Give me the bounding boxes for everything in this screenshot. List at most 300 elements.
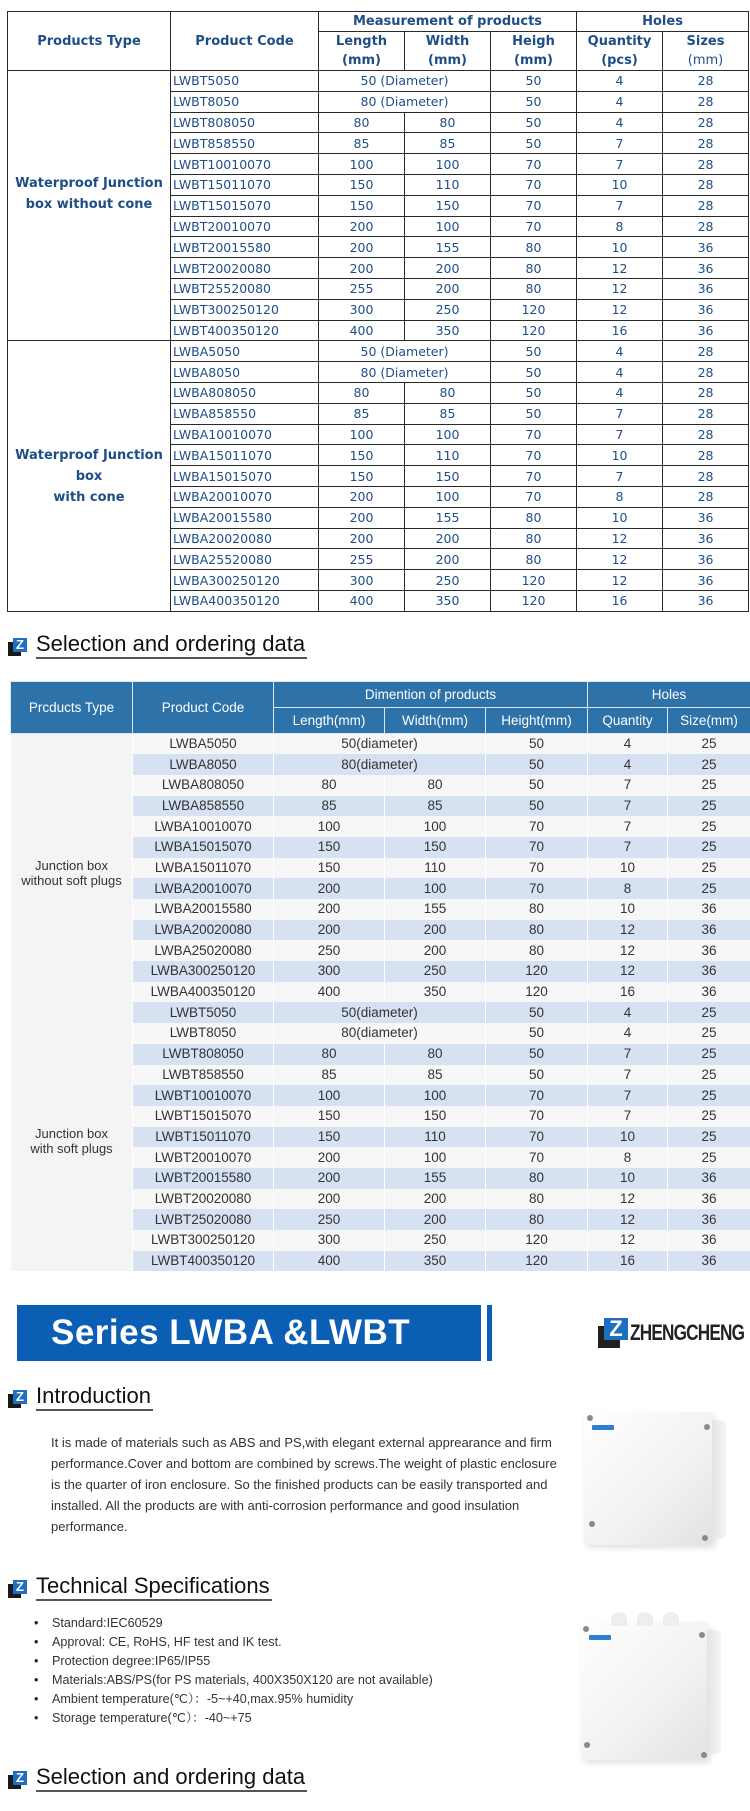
spec-item: • Ambient temperature(℃）：-5~+40,max.95% humidity — [34, 1690, 554, 1709]
width-cell: 110 — [385, 1127, 486, 1148]
width-cell: 250 — [405, 570, 491, 591]
header-length: Length (mm) — [319, 32, 405, 71]
height-cell: 80 — [486, 1209, 588, 1230]
quantity-cell: 7 — [577, 154, 663, 175]
quantity-cell: 7 — [588, 837, 668, 858]
product-code-cell: LWBT10010070 — [171, 154, 319, 175]
header-height: Height(mm) — [486, 708, 588, 734]
product-code-cell: LWBT400350120 — [133, 1251, 274, 1272]
width-cell: 80 — [385, 1044, 486, 1065]
size-cell: 25 — [668, 734, 750, 755]
header-quantity: Quantity — [588, 708, 668, 734]
size-cell: 28 — [663, 486, 749, 507]
size-cell: 25 — [668, 1147, 750, 1168]
product-code-cell: LWBT808050 — [171, 112, 319, 133]
brand-label-icon — [592, 1425, 614, 1430]
quantity-cell: 4 — [588, 754, 668, 775]
product-code-cell: LWBT400350120 — [171, 320, 319, 341]
length-cell: 400 — [319, 320, 405, 341]
product-code-cell: LWBA808050 — [171, 382, 319, 403]
width-cell: 250 — [405, 299, 491, 320]
width-cell: 80 — [405, 112, 491, 133]
header-size: Size(mm) — [668, 708, 750, 734]
size-cell: 28 — [663, 174, 749, 195]
quantity-cell: 7 — [577, 424, 663, 445]
diameter-cell: 80(diameter) — [274, 754, 486, 775]
width-cell: 200 — [405, 258, 491, 279]
quantity-cell: 10 — [588, 899, 668, 920]
width-cell: 200 — [385, 1189, 486, 1210]
product-code-cell: LWBA300250120 — [171, 570, 319, 591]
width-cell: 85 — [405, 133, 491, 154]
width-cell: 200 — [385, 1209, 486, 1230]
product-code-cell: LWBA15011070 — [133, 858, 274, 879]
length-cell: 85 — [274, 1065, 385, 1086]
diameter-cell: 80 (Diameter) — [319, 91, 491, 112]
quantity-cell: 8 — [577, 216, 663, 237]
product-type-cell — [8, 341, 171, 611]
quantity-cell: 10 — [577, 507, 663, 528]
length-cell: 150 — [319, 466, 405, 487]
size-cell: 25 — [668, 754, 750, 775]
size-cell: 25 — [668, 1085, 750, 1106]
quantity-cell: 7 — [577, 133, 663, 154]
section-title: Technical Specifications — [36, 1573, 272, 1601]
quantity-cell: 12 — [588, 1230, 668, 1251]
product-code-cell: LWBA20010070 — [133, 878, 274, 899]
product-code-cell: LWBT5050 — [133, 1002, 274, 1023]
quantity-cell: 16 — [588, 1251, 668, 1272]
quantity-cell: 7 — [588, 1044, 668, 1065]
product-code-cell: LWBA20020080 — [171, 528, 319, 549]
length-cell: 85 — [274, 796, 385, 817]
size-cell: 28 — [663, 362, 749, 383]
size-cell: 25 — [668, 775, 750, 796]
size-cell: 25 — [668, 796, 750, 817]
height-cell: 80 — [486, 920, 588, 941]
size-cell: 36 — [663, 570, 749, 591]
height-cell: 120 — [486, 1230, 588, 1251]
width-cell: 110 — [385, 858, 486, 879]
product-code-cell: LWBT858550 — [133, 1065, 274, 1086]
length-cell: 200 — [319, 507, 405, 528]
quantity-cell: 10 — [588, 858, 668, 879]
length-cell: 200 — [274, 878, 385, 899]
length-cell: 200 — [319, 528, 405, 549]
length-cell: 400 — [274, 982, 385, 1003]
product-code-cell: LWBT15011070 — [133, 1127, 274, 1148]
quantity-cell: 8 — [588, 1147, 668, 1168]
quantity-cell: 10 — [588, 1168, 668, 1189]
quantity-cell: 12 — [588, 920, 668, 941]
length-cell: 80 — [319, 112, 405, 133]
width-cell: 200 — [405, 528, 491, 549]
header-quantity: Quantity (pcs) — [577, 32, 663, 71]
height-cell: 120 — [486, 1251, 588, 1272]
size-cell: 36 — [663, 278, 749, 299]
height-cell: 80 — [491, 528, 577, 549]
product-type-label: Junction box — [35, 1126, 108, 1142]
product-code-cell: LWBA20015580 — [133, 899, 274, 920]
product-code-cell: LWBA10010070 — [171, 424, 319, 445]
size-cell: 36 — [663, 507, 749, 528]
diameter-cell: 50(diameter) — [274, 1002, 486, 1023]
size-cell: 25 — [668, 1023, 750, 1044]
length-cell: 150 — [274, 1106, 385, 1127]
width-cell: 200 — [385, 920, 486, 941]
header-products-type: Prcducts Type — [11, 682, 133, 734]
width-cell: 200 — [385, 940, 486, 961]
diameter-cell: 80 (Diameter) — [319, 362, 491, 383]
quantity-cell: 12 — [577, 570, 663, 591]
size-cell: 36 — [663, 237, 749, 258]
height-cell: 70 — [486, 1085, 588, 1106]
product-code-cell: LWBA858550 — [133, 796, 274, 817]
height-cell: 80 — [491, 278, 577, 299]
width-cell: 110 — [405, 174, 491, 195]
height-cell: 120 — [491, 590, 577, 611]
height-cell: 70 — [491, 424, 577, 445]
size-cell: 36 — [663, 528, 749, 549]
size-cell: 28 — [663, 112, 749, 133]
product-code-cell: LWBA858550 — [171, 403, 319, 424]
height-cell: 120 — [491, 570, 577, 591]
product-code-cell: LWBA10010070 — [133, 816, 274, 837]
length-cell: 250 — [274, 1209, 385, 1230]
quantity-cell: 12 — [577, 278, 663, 299]
product-code-cell: LWBT20010070 — [171, 216, 319, 237]
height-cell: 80 — [491, 237, 577, 258]
size-cell: 36 — [668, 899, 750, 920]
junction-box-image — [584, 1412, 714, 1545]
quantity-cell: 7 — [588, 1065, 668, 1086]
length-cell: 200 — [274, 899, 385, 920]
z-logo-icon: Z — [8, 1771, 28, 1789]
brand-name: ZHENGCHENG — [630, 1320, 745, 1345]
diameter-cell: 50 (Diameter) — [319, 71, 491, 92]
length-cell: 100 — [274, 816, 385, 837]
height-cell: 50 — [486, 796, 588, 817]
height-cell: 70 — [486, 837, 588, 858]
height-cell: 80 — [486, 899, 588, 920]
size-cell: 25 — [668, 858, 750, 879]
height-cell: 50 — [491, 112, 577, 133]
size-cell: 28 — [663, 91, 749, 112]
product-code-cell: LWBT20010070 — [133, 1147, 274, 1168]
quantity-cell: 12 — [588, 961, 668, 982]
size-cell: 28 — [663, 445, 749, 466]
height-cell: 70 — [486, 1106, 588, 1127]
size-cell: 36 — [668, 1251, 750, 1272]
product-code-cell: LWBA5050 — [133, 734, 274, 755]
z-logo-icon: Z — [8, 638, 28, 656]
quantity-cell: 7 — [577, 403, 663, 424]
product-code-cell: LWBT808050 — [133, 1044, 274, 1065]
size-cell: 28 — [663, 154, 749, 175]
section-title: Selection and ordering data — [36, 1764, 307, 1792]
height-cell: 50 — [486, 734, 588, 755]
quantity-cell: 16 — [577, 590, 663, 611]
product-type-cell — [11, 734, 133, 1003]
product-code-cell: LWBA15015070 — [133, 837, 274, 858]
spec-item: • Standard:IEC60529 — [34, 1614, 554, 1633]
quantity-cell: 10 — [577, 174, 663, 195]
product-code-cell: LWBT8050 — [133, 1023, 274, 1044]
series-banner: Series LWBA &LWBT — [17, 1305, 481, 1361]
quantity-cell: 12 — [588, 1189, 668, 1210]
width-cell: 155 — [385, 1168, 486, 1189]
height-cell: 50 — [486, 775, 588, 796]
size-cell: 36 — [668, 940, 750, 961]
height-cell: 70 — [486, 858, 588, 879]
length-cell: 80 — [319, 382, 405, 403]
length-cell: 400 — [319, 590, 405, 611]
header-width: Width (mm) — [405, 32, 491, 71]
size-cell: 36 — [663, 258, 749, 279]
specifications-list — [34, 1614, 554, 1728]
width-cell: 100 — [405, 216, 491, 237]
quantity-cell: 7 — [588, 1085, 668, 1106]
size-cell: 28 — [663, 382, 749, 403]
height-cell: 70 — [491, 445, 577, 466]
width-cell: 85 — [385, 796, 486, 817]
height-cell: 50 — [486, 1023, 588, 1044]
length-cell: 255 — [319, 278, 405, 299]
product-type-label: box without cone — [25, 197, 153, 212]
height-cell: 50 — [491, 341, 577, 362]
quantity-cell: 12 — [577, 549, 663, 570]
length-cell: 150 — [319, 174, 405, 195]
length-cell: 200 — [319, 258, 405, 279]
height-cell: 80 — [486, 1189, 588, 1210]
product-table-2 — [10, 681, 750, 1271]
size-cell: 36 — [663, 299, 749, 320]
quantity-cell: 7 — [588, 816, 668, 837]
size-cell: 25 — [668, 1044, 750, 1065]
size-cell: 36 — [668, 920, 750, 941]
width-cell: 80 — [405, 382, 491, 403]
product-code-cell: LWBA15015070 — [171, 466, 319, 487]
quantity-cell: 10 — [577, 445, 663, 466]
quantity-cell: 8 — [577, 486, 663, 507]
size-cell: 36 — [668, 1230, 750, 1251]
product-type-label: box — [75, 469, 103, 485]
product-code-cell: LWBT300250120 — [133, 1230, 274, 1251]
product-code-cell: LWBT8050 — [171, 91, 319, 112]
width-cell: 150 — [405, 195, 491, 216]
quantity-cell: 10 — [577, 237, 663, 258]
spec-item: • Materials:ABS/PS(for PS materials, 400X350X120 are not available) — [34, 1671, 554, 1690]
header-product-code: Product Code — [171, 12, 319, 71]
product-type-label: with cone — [53, 490, 125, 506]
size-cell: 28 — [663, 403, 749, 424]
height-cell: 120 — [486, 961, 588, 982]
length-cell: 250 — [274, 940, 385, 961]
product-code-cell: LWBT20020080 — [133, 1189, 274, 1210]
width-cell: 200 — [405, 549, 491, 570]
section-title: Selection and ordering data — [36, 631, 307, 659]
height-cell: 80 — [491, 549, 577, 570]
introduction-text: It is made of materials such as ABS and PS,with elegant external apprearance and firm performance.Cover and bottom are combined by screws.The weight of plastic enclosure is the quarter of iron enclosure. So the finished products can be easily transported and installed. All the products are with anti-corrosion performance and good insulation performance. — [51, 1435, 557, 1534]
width-cell: 350 — [405, 320, 491, 341]
header-sizes: Sizes (mm) — [663, 32, 749, 71]
product-code-cell: LWBT20015580 — [171, 237, 319, 258]
length-cell: 150 — [274, 858, 385, 879]
width-cell: 85 — [405, 403, 491, 424]
height-cell: 70 — [486, 1147, 588, 1168]
product-code-cell: LWBA8050 — [171, 362, 319, 383]
product-type-label: Waterproof Junction — [15, 448, 163, 464]
quantity-cell: 4 — [577, 362, 663, 383]
height-cell: 80 — [491, 507, 577, 528]
height-cell: 80 — [491, 258, 577, 279]
section-heading-selection — [8, 1764, 307, 1792]
height-cell: 120 — [486, 982, 588, 1003]
quantity-cell: 4 — [577, 382, 663, 403]
length-cell: 200 — [274, 1189, 385, 1210]
height-cell: 50 — [486, 1044, 588, 1065]
section-heading-introduction — [8, 1383, 153, 1411]
section-heading-selection — [8, 631, 307, 659]
quantity-cell: 12 — [577, 258, 663, 279]
product-code-cell: LWBA808050 — [133, 775, 274, 796]
header-width: Width(mm) — [385, 708, 486, 734]
product-type-cell — [8, 71, 171, 341]
diameter-cell: 50(diameter) — [274, 734, 486, 755]
product-table-1 — [7, 11, 749, 612]
height-cell: 50 — [491, 91, 577, 112]
product-code-cell: LWBA15011070 — [171, 445, 319, 466]
width-cell: 100 — [385, 1147, 486, 1168]
length-cell: 400 — [274, 1251, 385, 1272]
product-code-cell: LWBT25520080 — [171, 278, 319, 299]
length-cell: 200 — [274, 1168, 385, 1189]
height-cell: 70 — [486, 816, 588, 837]
quantity-cell: 4 — [588, 1023, 668, 1044]
length-cell: 85 — [319, 133, 405, 154]
size-cell: 28 — [663, 466, 749, 487]
quantity-cell: 7 — [577, 466, 663, 487]
width-cell: 350 — [385, 1251, 486, 1272]
length-cell: 100 — [319, 154, 405, 175]
product-code-cell: LWBA20010070 — [171, 486, 319, 507]
quantity-cell: 4 — [588, 1002, 668, 1023]
length-cell: 85 — [319, 403, 405, 424]
size-cell: 25 — [668, 1127, 750, 1148]
quantity-cell: 7 — [577, 195, 663, 216]
quantity-cell: 16 — [588, 982, 668, 1003]
product-code-cell: LWBA400350120 — [171, 590, 319, 611]
length-cell: 300 — [319, 570, 405, 591]
height-cell: 50 — [491, 362, 577, 383]
quantity-cell: 4 — [588, 734, 668, 755]
height-cell: 70 — [491, 466, 577, 487]
quantity-cell: 12 — [577, 528, 663, 549]
size-cell: 28 — [663, 424, 749, 445]
quantity-cell: 4 — [577, 71, 663, 92]
length-cell: 200 — [319, 237, 405, 258]
product-type-label: with soft plugs — [30, 1141, 113, 1157]
height-cell: 50 — [486, 1002, 588, 1023]
brand-label-icon — [589, 1635, 611, 1640]
height-cell: 70 — [491, 216, 577, 237]
size-cell: 25 — [668, 816, 750, 837]
product-code-cell: LWBA25520080 — [171, 549, 319, 570]
width-cell: 150 — [385, 1106, 486, 1127]
table-row — [11, 1002, 750, 1023]
width-cell: 100 — [405, 154, 491, 175]
height-cell: 70 — [491, 195, 577, 216]
product-code-cell: LWBA25020080 — [133, 940, 274, 961]
quantity-cell: 10 — [588, 1127, 668, 1148]
size-cell: 36 — [663, 590, 749, 611]
product-code-cell: LWBT858550 — [171, 133, 319, 154]
height-cell: 80 — [486, 940, 588, 961]
width-cell: 350 — [385, 982, 486, 1003]
spec-item: • Approval: CE, RoHS, HF test and IK test. — [34, 1633, 554, 1652]
size-cell: 28 — [663, 216, 749, 237]
zhengcheng-logo-icon: Z — [598, 1318, 628, 1348]
product-code-cell: LWBA8050 — [133, 754, 274, 775]
quantity-cell: 4 — [577, 91, 663, 112]
length-cell: 150 — [274, 837, 385, 858]
product-type-cell — [11, 1002, 133, 1271]
length-cell: 80 — [274, 775, 385, 796]
table-row — [8, 341, 749, 362]
brand-logo — [598, 1318, 750, 1348]
table-row — [8, 71, 749, 92]
product-code-cell: LWBT15011070 — [171, 174, 319, 195]
quantity-cell: 12 — [588, 1209, 668, 1230]
quantity-cell: 7 — [588, 1106, 668, 1127]
width-cell: 80 — [385, 775, 486, 796]
height-cell: 70 — [491, 486, 577, 507]
header-length: Length(mm) — [274, 708, 385, 734]
product-code-cell: LWBT20015580 — [133, 1168, 274, 1189]
size-cell: 28 — [663, 71, 749, 92]
quantity-cell: 4 — [577, 341, 663, 362]
width-cell: 250 — [385, 961, 486, 982]
height-cell: 70 — [491, 174, 577, 195]
width-cell: 150 — [385, 837, 486, 858]
width-cell: 155 — [405, 507, 491, 528]
width-cell: 350 — [405, 590, 491, 611]
quantity-cell: 16 — [577, 320, 663, 341]
width-cell: 100 — [385, 816, 486, 837]
length-cell: 200 — [274, 1147, 385, 1168]
size-cell: 28 — [663, 133, 749, 154]
width-cell: 155 — [405, 237, 491, 258]
length-cell: 300 — [319, 299, 405, 320]
length-cell: 200 — [319, 216, 405, 237]
z-logo-icon: Z — [8, 1390, 28, 1408]
product-type-label: Waterproof Junction — [15, 176, 163, 191]
height-cell: 70 — [491, 154, 577, 175]
height-cell: 50 — [491, 382, 577, 403]
product-code-cell: LWBT25020080 — [133, 1209, 274, 1230]
width-cell: 110 — [405, 445, 491, 466]
section-title: Introduction — [36, 1383, 153, 1411]
section-heading-specifications — [8, 1573, 272, 1601]
width-cell: 85 — [385, 1065, 486, 1086]
header-dimension: Dimention of products — [274, 682, 588, 708]
height-cell: 50 — [491, 71, 577, 92]
width-cell: 100 — [405, 486, 491, 507]
size-cell: 25 — [668, 1065, 750, 1086]
product-code-cell: LWBA20015580 — [171, 507, 319, 528]
spec-item: • Protection degree:IP65/IP55 — [34, 1652, 554, 1671]
height-cell: 50 — [486, 754, 588, 775]
